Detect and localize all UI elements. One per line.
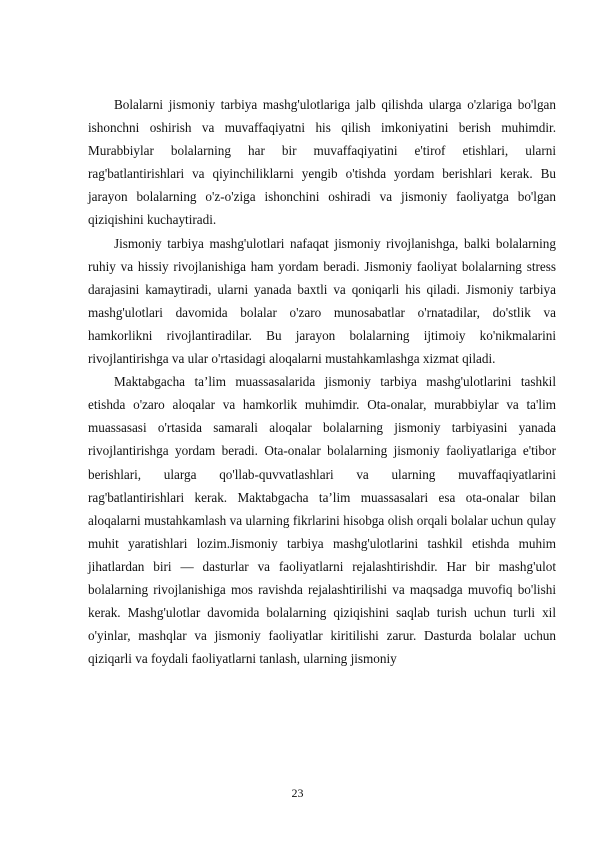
page-number: 23 [291,786,304,800]
paragraph-2: Jismoniy tarbiya mashg'ulotlari nafaqat jismoniy rivojlanishga, balki bolalarning ruhiy va hissiy rivojlanishiga ham yordam beradi. Jismoniy faoliyat bolalarning stress darajasini kamaytiradi, ularni yanada baxtli va qoniqarli his qiladi. Jismoniy tarbiya mashg'ulotlari davomida bolalar o'zaro munosabatlar o'rnatadilar, do'stlik va hamkorlikni rivojlantiradilar. Bu jarayon bolalarning ijtimoiy ko'nikmalarini rivojlantirishga va ular o'rtasidagi aloqalarni mustahkamlashga xizmat qiladi. [88,235,556,367]
paragraph-3: Maktabgacha ta’lim muassasalarida jismoniy tarbiya mashg'ulotlarini tashkil etishda o'zaro aloqalar va hamkorlik muhimdir. Ota-onalar, murabbiylar va ta'lim muassasasi o'rtasida samarali aloqalar bolalarning jismoniy tarbiyasini yanada rivojlantirishga yordam beradi. Ota-onalar bolalarning jismoniy faoliyatlariga e'tibor berishlari, ularga qo'llab-quvvatlashlari va ularning muvaffaqiyatlarini rag'batlantirishlari kerak. Maktabgacha ta’lim muassasalari esa ota-onalar bilan aloqalarni mustahkamlash va ularning fikrlarini hisobga olish orqali bolalar uchun qulay muhit yaratishlari lozim.Jismoniy tarbiya mashg'ulotlarini tashkil etishda muhim jihatlardan biri — dasturlar va faoliyatlarni rejalashtirishdir. Har bir mashg'ulot bolalarning rivojlanishiga mos ravishda rejalashtirilishi va maqsadga muvofiq bo'lishi kerak. Mashg'ulotlar davomida bolalarning qiziqishini saqlab turish uchun turli xil o'yinlar, mashqlar va jismoniy faoliyatlar kiritilishi zarur. Dasturda bolalar uchun qiziqarli va foydali faoliyatlarni tanlash, ularning jismoniy [88,374,556,667]
paragraph-1: Bolalarni jismoniy tarbiya mashg'ulotlariga jalb qilishda ularga o'zlariga bo'lgan ishonchni oshirish va muvaffaqiyatni his qilish imkoniyatini berish muhimdir. Murabbiylar bolalarning har bir muvaffaqiyatini e'tirof etishlari, ularni rag'batlantirishlari va qiyinchiliklarni yengib o'tishda yordam berishlari kerak. Bu jarayon bolalarning o'z-o'ziga ishonchini oshiradi va jismoniy faoliyatga bo'lgan qiziqishini kuchaytiradi. [88,97,556,228]
document-body [88,93,556,670]
